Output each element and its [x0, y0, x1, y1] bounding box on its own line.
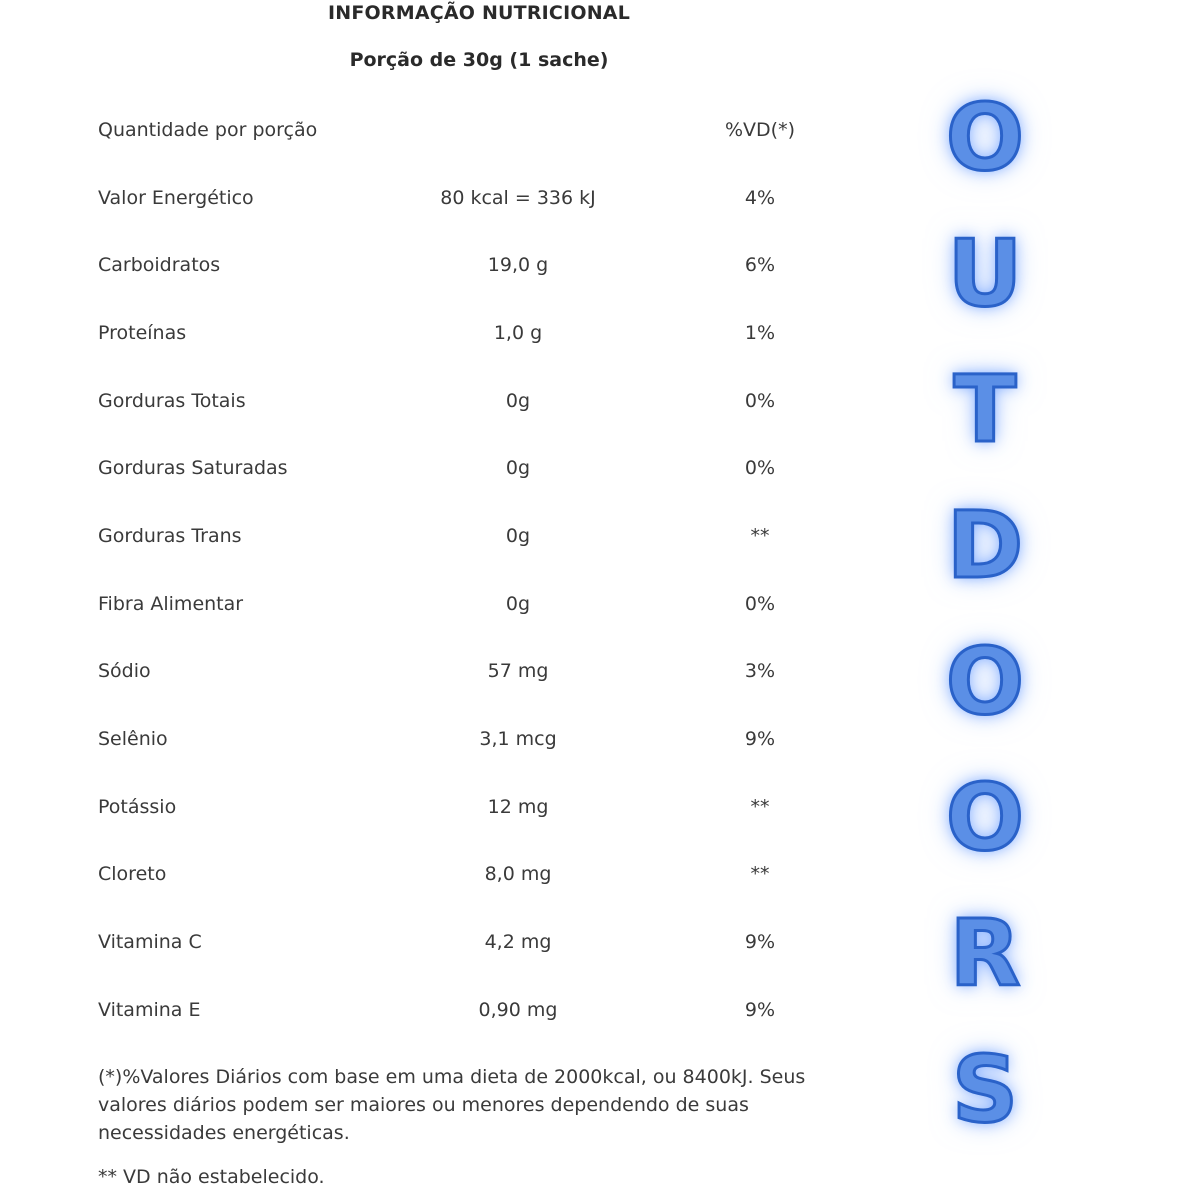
- nutrient-vd: 1%: [744, 321, 776, 344]
- brand-letter: O: [945, 764, 1025, 871]
- nutrient-vd: 9%: [744, 728, 776, 751]
- nutrient-vd: **: [750, 863, 770, 886]
- nutrient-vd: **: [750, 524, 770, 547]
- nutrient-amount: 3,1 mcg: [479, 728, 557, 751]
- nutrient-name: Vitamina C: [98, 931, 202, 954]
- nutrient-vd: 0%: [744, 389, 776, 412]
- table-row: [98, 773, 858, 841]
- nutrient-amount: 57 mg: [487, 660, 549, 683]
- nutrient-amount: 1,0 g: [493, 321, 543, 344]
- nutrient-name: Proteínas: [98, 321, 187, 344]
- nutrition-table: [98, 96, 858, 1044]
- nutrient-amount: 12 mg: [487, 795, 549, 818]
- nutrient-name: Valor Energético: [98, 186, 254, 209]
- brand-letter: T: [953, 356, 1017, 463]
- brand-letter: O: [945, 84, 1025, 191]
- nutrient-name: Gorduras Trans: [98, 524, 242, 547]
- table-row: [98, 164, 858, 232]
- nutrient-name: Selênio: [98, 728, 168, 751]
- nutrient-amount: 4,2 mg: [484, 931, 552, 954]
- nutrient-name: Cloreto: [98, 863, 167, 886]
- table-row: [98, 434, 858, 502]
- table-row: [98, 976, 858, 1044]
- table-row: [98, 841, 858, 909]
- column-header-vd: %VD(*): [724, 118, 796, 141]
- nutrient-name: Gorduras Totais: [98, 389, 246, 412]
- nutrient-vd: 6%: [744, 254, 776, 277]
- brand-letter: U: [947, 220, 1023, 327]
- nutrient-vd: 4%: [744, 186, 776, 209]
- table-row: [98, 367, 858, 435]
- nutrient-vd: 9%: [744, 931, 776, 954]
- table-row: [98, 908, 858, 976]
- brand-logo: [935, 70, 1035, 1158]
- table-row: [98, 231, 858, 299]
- vd-basis-footnote: (*)%Valores Diários com base em uma dieta de 2000kcal, ou 8400kJ. Seus valores diários podem ser maiores ou menores dependendo de suas necessidades energéticas.: [98, 1066, 806, 1144]
- nutrient-name: Fibra Alimentar: [98, 592, 244, 615]
- nutrient-vd: 0%: [744, 592, 776, 615]
- page-title: INFORMAÇÃO NUTRICIONAL: [327, 2, 631, 24]
- nutrient-vd: 3%: [744, 660, 776, 683]
- serving-size: Porção de 30g (1 sache): [349, 49, 609, 71]
- nutrient-vd: **: [750, 795, 770, 818]
- nutrient-name: Vitamina E: [98, 998, 201, 1021]
- nutrient-amount: 0g: [505, 524, 531, 547]
- table-row: [98, 299, 858, 367]
- nutrient-name: Gorduras Saturadas: [98, 457, 288, 480]
- nutrient-vd: 0%: [744, 457, 776, 480]
- nutrient-amount: 80 kcal = 336 kJ: [440, 186, 596, 209]
- column-header-quantity: Quantidade por porção: [98, 118, 318, 141]
- nutrient-amount: 19,0 g: [487, 254, 549, 277]
- nutrient-name: Sódio: [98, 660, 151, 683]
- nutrient-amount: 0g: [505, 389, 531, 412]
- table-row: [98, 705, 858, 773]
- brand-letter: R: [949, 900, 1021, 1007]
- nutrient-amount: 0g: [505, 592, 531, 615]
- nutrient-amount: 8,0 mg: [484, 863, 552, 886]
- table-row: [98, 570, 858, 638]
- nutrient-vd: 9%: [744, 998, 776, 1021]
- nutrient-amount: 0g: [505, 457, 531, 480]
- vd-not-established-footnote: ** VD não estabelecido.: [98, 1166, 325, 1188]
- table-row: [98, 638, 858, 706]
- nutrient-amount: 0,90 mg: [478, 998, 558, 1021]
- table-header-row: [98, 96, 858, 164]
- brand-letter: D: [946, 492, 1024, 599]
- brand-letter: O: [945, 628, 1025, 735]
- brand-letter: S: [951, 1036, 1019, 1143]
- table-row: [98, 502, 858, 570]
- nutrient-name: Potássio: [98, 795, 177, 818]
- nutrient-name: Carboidratos: [98, 254, 221, 277]
